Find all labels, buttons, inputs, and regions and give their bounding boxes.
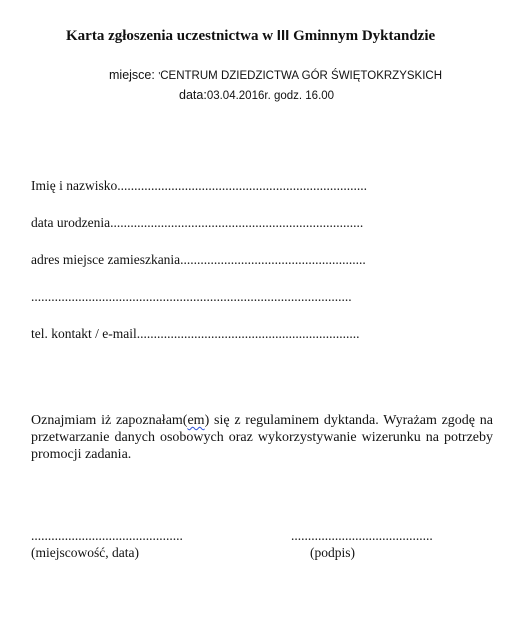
venue-label: miejsce:: [109, 68, 159, 82]
address-continuation-field[interactable]: ...............................................................................................: [31, 289, 352, 304]
name-field[interactable]: Imię i nazwisko..........................................................................: [31, 178, 367, 193]
signature-line[interactable]: ..........................................: [291, 528, 433, 543]
spelling-underline: em: [187, 413, 205, 428]
place-date-label: (miejscowość, data): [31, 545, 139, 560]
place-date-signature-line[interactable]: .............................................: [31, 528, 183, 543]
document-title: Karta zgłoszenia uczestnictwa w III Gminnym Dyktandzie: [66, 27, 436, 44]
date-value: 03.04.2016r. godz. 16.00: [206, 90, 335, 102]
birth-date-field[interactable]: data urodzenia...........................................................................: [31, 215, 364, 230]
date-label: data:: [179, 88, 207, 102]
contact-field[interactable]: tel. kontakt / e-mail..................................................................: [31, 326, 360, 341]
date-line: [179, 88, 334, 102]
venue-line: [109, 68, 442, 82]
venue-mark: ': [158, 71, 161, 82]
edition-number: III: [276, 27, 290, 44]
signature-label: (podpis): [310, 545, 355, 560]
address-field[interactable]: adres miejsce zamieszkania.......................................................: [31, 252, 366, 267]
venue-value: CENTRUM DZIEDZICTWA GÓR ŚWIĘTOKRZYSKICH: [160, 70, 443, 82]
declaration-paragraph: Oznajmiam iż zapoznałam(em) się z regulaminem dyktanda. Wyrażam zgodę na przetwarzanie danych osobowych oraz wykorzystywanie wizerunku na potrzeby promocji zadania.: [31, 413, 493, 462]
